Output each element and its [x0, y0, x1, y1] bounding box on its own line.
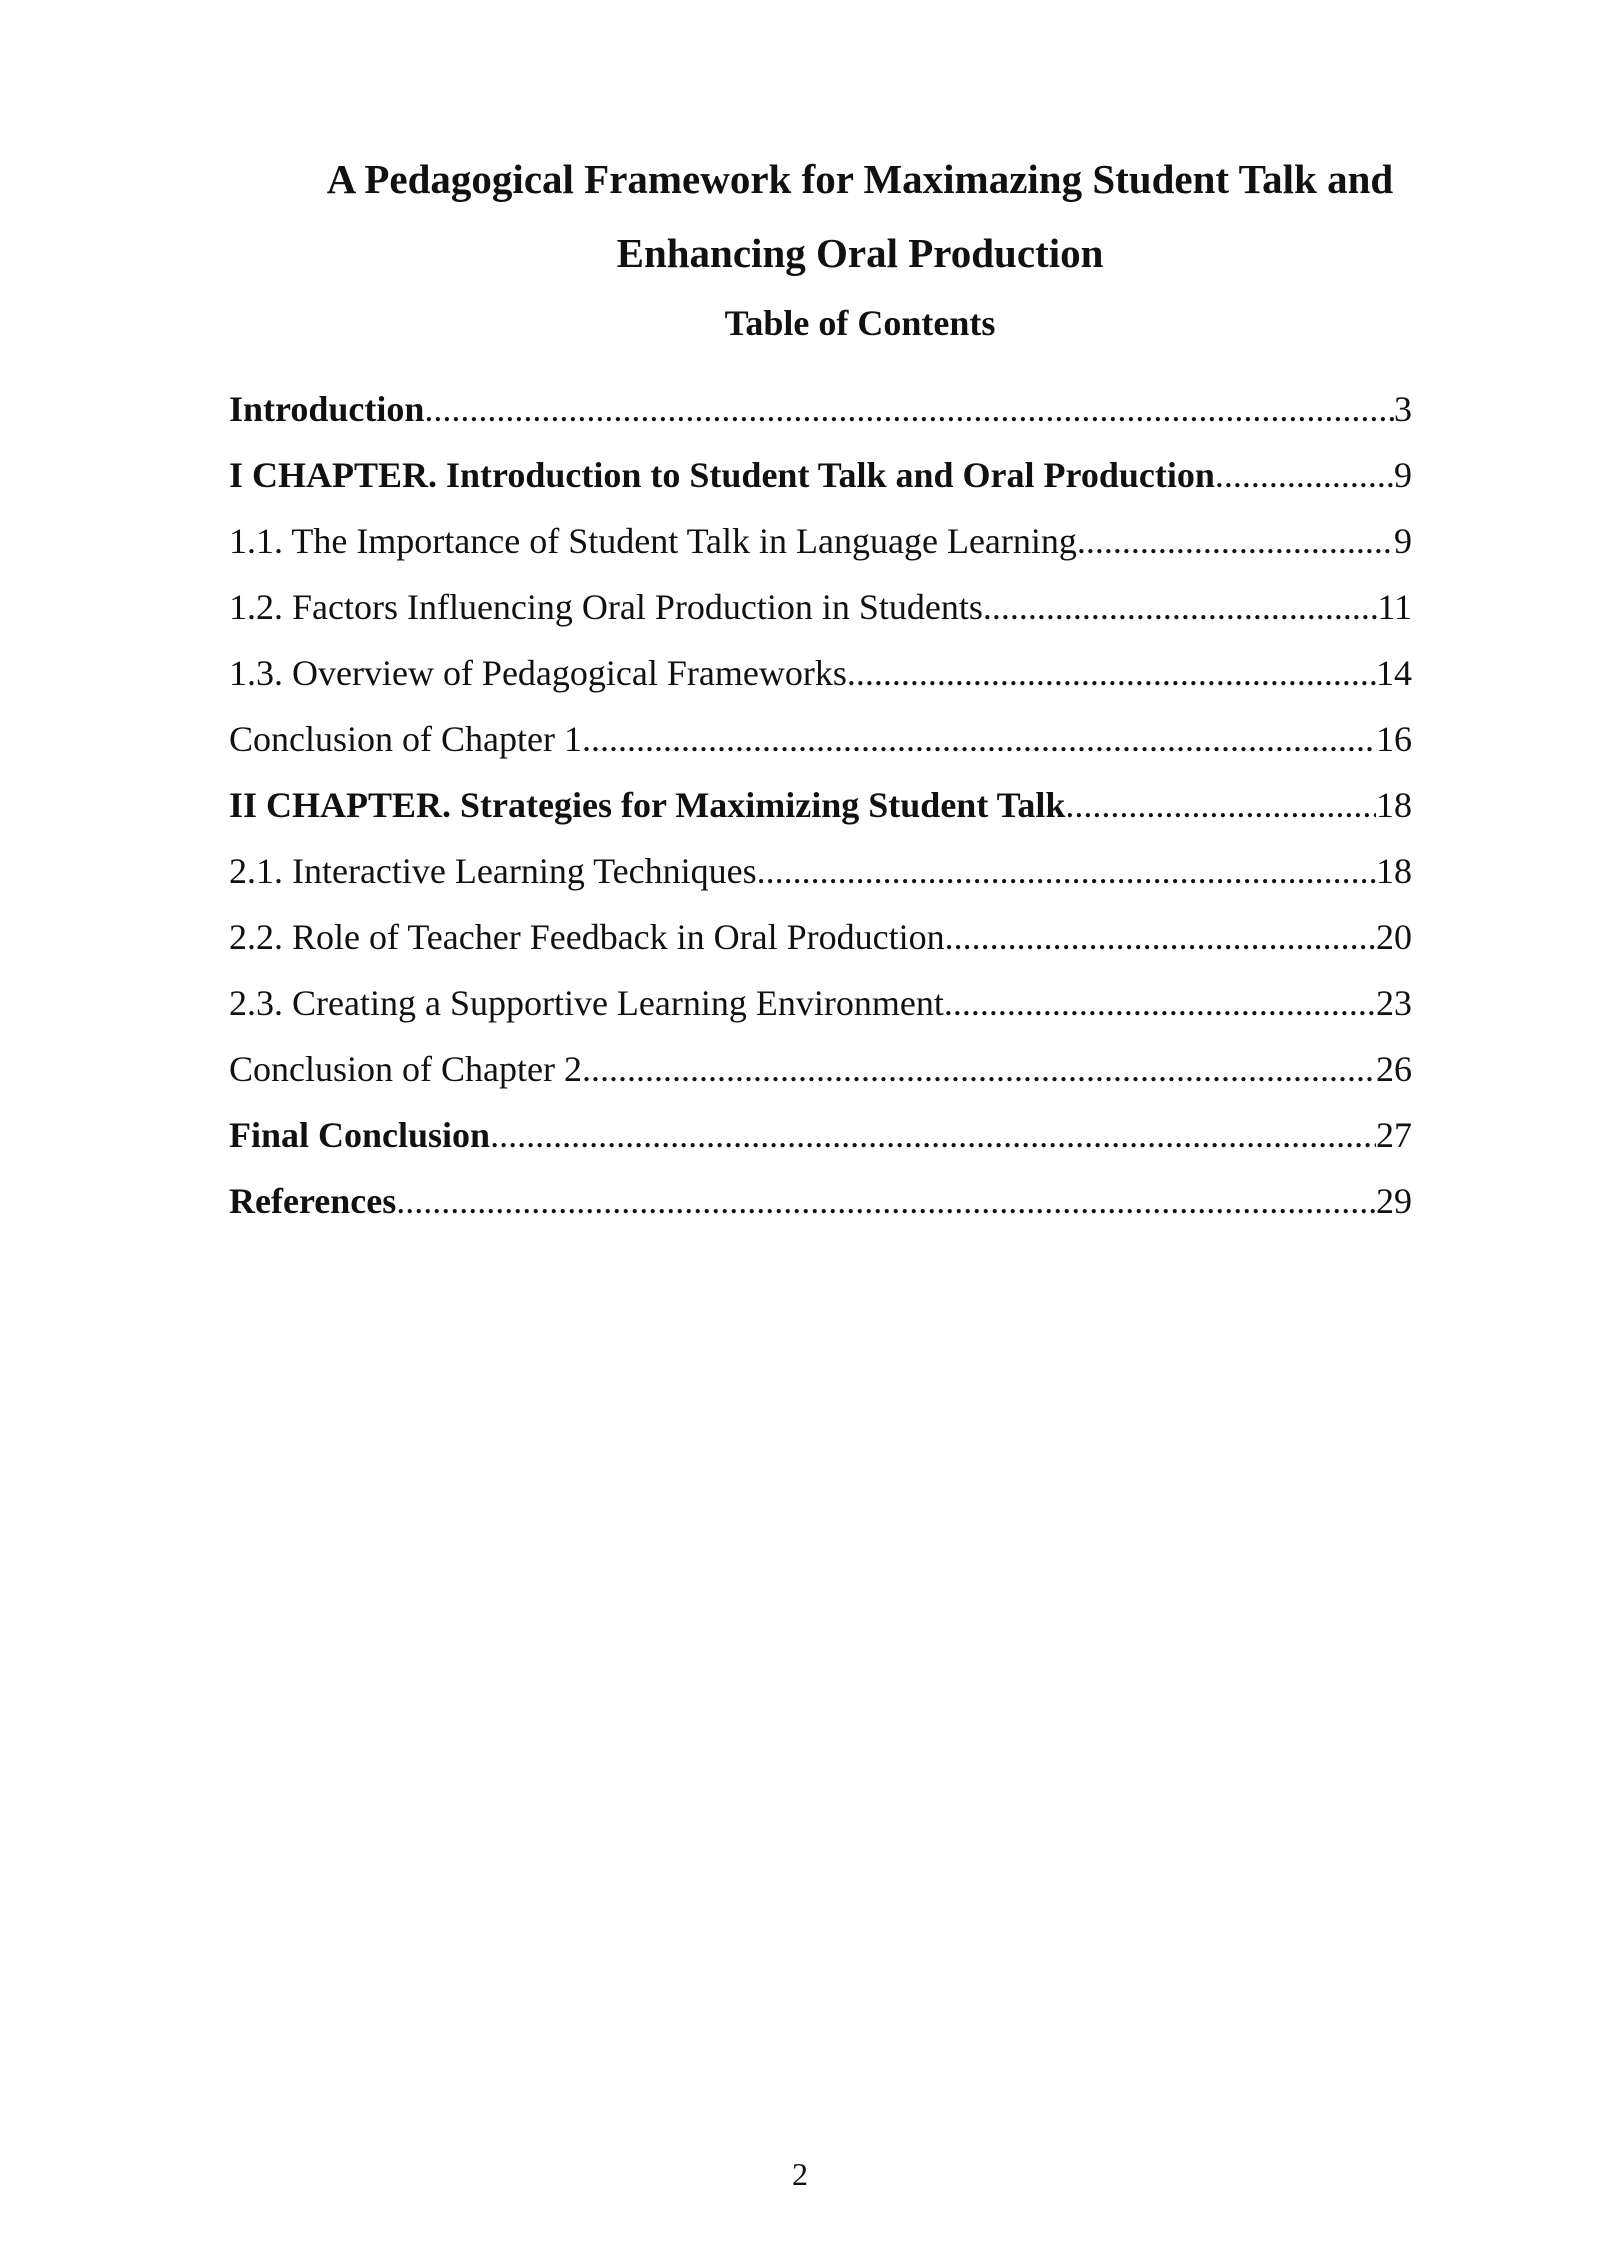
toc-entry-page: 3 — [1394, 389, 1412, 429]
toc-entry[interactable] — [229, 442, 1412, 508]
toc-entry[interactable] — [229, 640, 1412, 706]
toc-entry-label: Conclusion of Chapter 2 — [229, 1049, 582, 1089]
toc-dot-leader — [490, 1102, 1376, 1168]
toc-entry[interactable] — [229, 838, 1412, 904]
toc-entry-page: 29 — [1376, 1181, 1412, 1221]
toc-dot-leader — [582, 706, 1376, 772]
toc-entry[interactable] — [229, 376, 1412, 442]
toc-entry-page: 11 — [1377, 587, 1412, 627]
table-of-contents — [229, 376, 1412, 1234]
toc-dot-leader — [944, 970, 1376, 1036]
toc-entry-page: 23 — [1376, 983, 1412, 1023]
toc-entry-label: II CHAPTER. Strategies for Maximizing Student Talk — [229, 785, 1066, 825]
document-title-line-2: Enhancing Oral Production — [616, 230, 1104, 276]
toc-entry[interactable] — [229, 574, 1412, 640]
page-number: 2 — [792, 2156, 808, 2192]
toc-entry-label: I CHAPTER. Introduction to Student Talk and Oral Production — [229, 455, 1215, 495]
toc-entry-label: 1.1. The Importance of Student Talk in Language Learning — [229, 521, 1077, 561]
toc-entry-page: 18 — [1376, 851, 1412, 891]
toc-dot-leader — [945, 904, 1376, 970]
toc-entry-label: Final Conclusion — [229, 1115, 491, 1155]
toc-dot-leader — [424, 376, 1394, 442]
toc-entry[interactable] — [229, 904, 1412, 970]
toc-entry-label: References — [229, 1181, 397, 1221]
toc-entry-label: 1.3. Overview of Pedagogical Frameworks — [229, 653, 847, 693]
toc-dot-leader — [582, 1036, 1376, 1102]
toc-entry[interactable] — [229, 1168, 1412, 1234]
toc-entry-label: 1.2. Factors Influencing Oral Production in Students — [229, 587, 983, 627]
toc-entry-label: 2.1. Interactive Learning Techniques — [229, 851, 757, 891]
toc-dot-leader — [1065, 772, 1376, 838]
toc-dot-leader — [1077, 508, 1394, 574]
document-title-line-1: A Pedagogical Framework for Maximazing Student Talk and — [326, 156, 1394, 202]
toc-entry[interactable] — [229, 1102, 1412, 1168]
toc-entry[interactable] — [229, 706, 1412, 772]
toc-dot-leader — [396, 1168, 1376, 1234]
toc-entry[interactable] — [229, 772, 1412, 838]
toc-entry-label: 2.2. Role of Teacher Feedback in Oral Production — [229, 917, 945, 957]
toc-entry[interactable] — [229, 1036, 1412, 1102]
toc-heading: Table of Contents — [724, 303, 996, 343]
toc-entry[interactable] — [229, 508, 1412, 574]
toc-entry-page: 27 — [1376, 1115, 1412, 1155]
toc-dot-leader — [847, 640, 1376, 706]
toc-entry-page: 14 — [1376, 653, 1412, 693]
toc-entry[interactable] — [229, 970, 1412, 1036]
toc-dot-leader — [757, 838, 1376, 904]
toc-dot-leader — [983, 574, 1377, 640]
toc-entry-label: Introduction — [229, 389, 425, 429]
document-title — [290, 142, 1430, 290]
toc-entry-page: 20 — [1376, 917, 1412, 957]
toc-entry-page: 9 — [1394, 521, 1412, 561]
toc-dot-leader — [1215, 442, 1394, 508]
toc-entry-page: 16 — [1376, 719, 1412, 759]
toc-entry-page: 26 — [1376, 1049, 1412, 1089]
toc-entry-label: Conclusion of Chapter 1 — [229, 719, 582, 759]
toc-entry-label: 2.3. Creating a Supportive Learning Environment — [229, 983, 944, 1023]
toc-entry-page: 9 — [1394, 455, 1412, 495]
toc-entry-page: 18 — [1376, 785, 1412, 825]
